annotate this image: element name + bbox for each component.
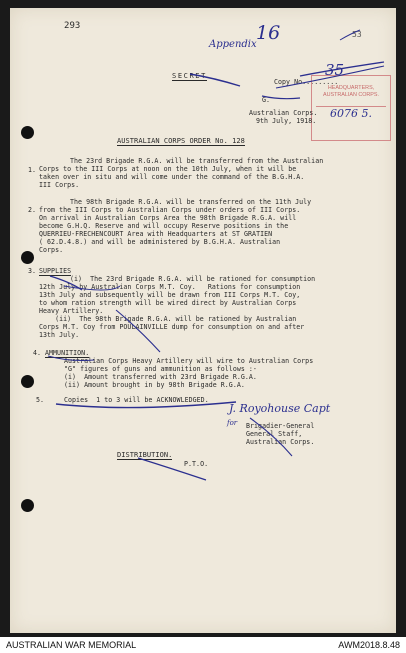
- signature: J. Royohouse Capt: [229, 402, 331, 415]
- sign-block-line: Brigadier-General: [246, 422, 315, 430]
- para-2-line: On arrival in Australian Corps Area the 98th Brigade R.G.A. will: [39, 214, 297, 222]
- para-4-number: 4.: [33, 349, 42, 357]
- ink-stroke: [190, 74, 240, 86]
- para-2-line: The 98th Brigade R.G.A. will be transferred on the 11th July: [70, 198, 312, 206]
- para-4-line: "G" figures of guns and ammunition as follows :-: [64, 365, 257, 373]
- stamp-line-1: HEADQUARTERS,: [327, 85, 375, 91]
- para-3-line: 12th July by Australian Corps M.T. Coy. Rations for consumption: [39, 283, 301, 291]
- para-3-number: 3.: [28, 267, 37, 275]
- ink-stroke: [48, 356, 94, 361]
- para-2-number: 2.: [28, 206, 37, 214]
- sender: Australian Corps.: [249, 109, 318, 117]
- order-date: 9th July, 1918.: [256, 117, 317, 125]
- para-4-heading: AMMUNITION.: [45, 349, 90, 357]
- ink-stroke: [250, 418, 292, 456]
- para-3-line: Corps M.T. Coy from POULAINVILLE dump for consumption on and after: [39, 323, 305, 331]
- para-2-line: become G.H.Q. Reserve and will occupy Reserve positions in the: [39, 222, 289, 230]
- ink-stroke: [56, 402, 236, 408]
- pto-label: P.T.O.: [184, 460, 209, 468]
- para-2-line: Corps.: [39, 246, 64, 254]
- footer-left: AUSTRALIAN WAR MEMORIAL: [6, 640, 137, 650]
- stamp-number: 6076 5.: [330, 107, 372, 120]
- sender-code: G.: [262, 96, 271, 104]
- appendix-label: Appendix: [209, 39, 257, 50]
- secret-label: SECRET: [172, 72, 207, 80]
- para-4-line: (i) Amount transferred with 23rd Brigade R.G.A.: [64, 373, 257, 381]
- para-3-line: Heavy Artillery.: [39, 307, 104, 315]
- para-3-line: (i) The 23rd Brigade R.G.A. will be rationed for consumption: [70, 275, 316, 283]
- para-5-number: 5.: [36, 396, 45, 404]
- sign-block-line: Australian Corps.: [246, 438, 315, 446]
- sign-block-line: General Staff,: [246, 430, 303, 438]
- para-2-line: from the III Corps to Australian Corps under orders of III Corps.: [39, 206, 301, 214]
- archive-page-number: 293: [64, 21, 81, 31]
- para-1-number: 1.: [28, 166, 37, 174]
- para-3-line: to whom ration strength will be wired direct by Australian Corps: [39, 299, 297, 307]
- copy-no-handwritten: 35: [325, 61, 345, 79]
- para-2-line: ( 62.D.4.8.) and will be administered by B.G.H.A. Australian: [39, 238, 281, 246]
- para-3-line: 13th July and subsequently will be drawn from III Corps M.T. Coy,: [39, 291, 301, 299]
- para-1-line: taken over in situ and will come under the command of the B.G.H.A.: [39, 173, 305, 181]
- distribution-label: DISTRIBUTION.: [117, 451, 173, 459]
- para-1-line: Corps to the III Corps at noon on the 10th July, when it will be: [39, 165, 297, 173]
- para-1-line: The 23rd Brigade R.G.A. will be transferred from the Australian: [70, 157, 324, 165]
- para-3-line: (ii) The 98th Brigade R.G.A. will be rationed by Australian: [39, 315, 297, 323]
- ink-stroke: [340, 30, 360, 40]
- archive-footer: [0, 637, 406, 653]
- ink-stroke: [276, 66, 384, 88]
- appendix-number: 16: [256, 22, 281, 44]
- copy-no-label: Copy No.........: [274, 78, 339, 86]
- signature-for: for: [227, 419, 238, 427]
- para-1-line: III Corps.: [39, 181, 80, 189]
- para-4-line: (ii) Amount brought in by 98th Brigade R.G.A.: [64, 381, 245, 389]
- para-2-line: QUERRIEU-FRECHENCOURT Area with Headquarters at ST GRATIEN: [39, 230, 273, 238]
- footer-right: AWM2018.8.48: [338, 640, 400, 650]
- ink-stroke: [116, 310, 160, 352]
- ink-stroke: [64, 286, 120, 290]
- top-right-number: 53: [352, 30, 362, 39]
- stamp-line-2: AUSTRALIAN CORPS.: [322, 92, 379, 98]
- order-title: AUSTRALIAN CORPS ORDER No. 128: [117, 137, 245, 145]
- para-5-text: Copies 1 to 3 will be ACKNOWLEDGED.: [64, 396, 209, 404]
- para-3-heading: SUPPLIES: [39, 267, 72, 275]
- ink-stroke: [262, 96, 300, 99]
- ink-stroke: [138, 458, 209, 480]
- para-4-line: Australian Corps Heavy Artillery will wire to Australian Corps: [64, 357, 314, 365]
- para-3-line: 13th July.: [39, 331, 80, 339]
